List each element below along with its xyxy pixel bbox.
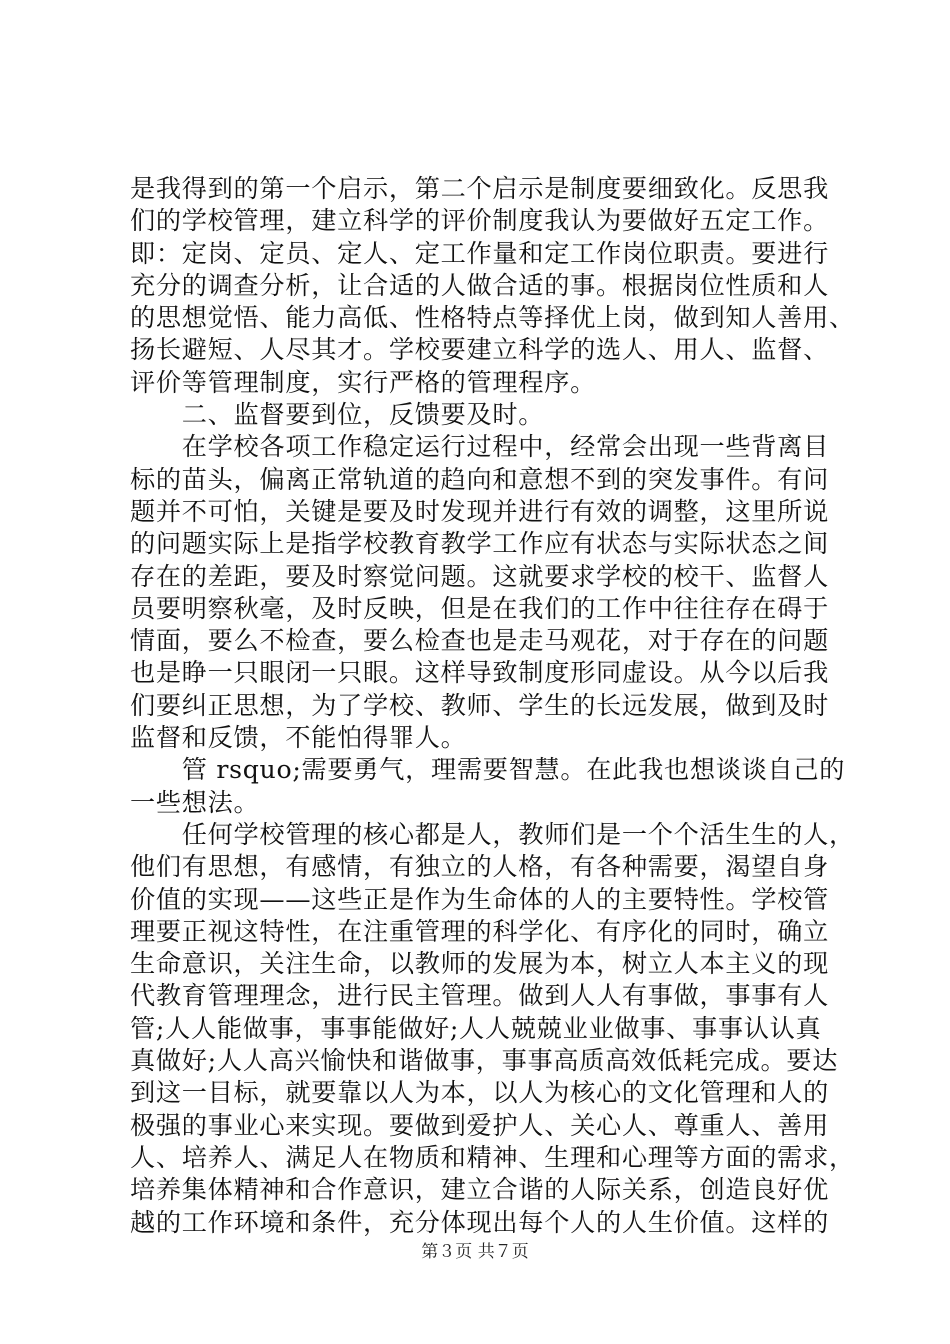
text-line: 任何学校管理的核心都是人，教师们是一个个活生生的人， <box>130 819 855 849</box>
text-line: 到这一目标，就要靠以人为本，以人为核心的文化管理和人的 <box>130 1078 829 1108</box>
text-line: 也是睁一只眼闭一只眼。这样导致制度形同虚设。从今以后我 <box>130 658 829 688</box>
text-line: 题并不可怕，关键是要及时发现并进行有效的调整，这里所说 <box>130 496 829 526</box>
text-line: 管;人人能做事，事事能做好;人人兢兢业业做事、事事认认真 <box>130 1013 822 1043</box>
text-line: 管 rsquo;需要勇气，理需要智慧。在此我也想谈谈自己的 <box>130 755 846 785</box>
text-line: 评价等管理制度，实行严格的管理程序。 <box>130 367 596 397</box>
page-number-footer: 第３页 共７页 <box>421 1242 529 1262</box>
text-line: 生命意识，关注生命，以教师的发展为本，树立人本主义的现 <box>130 949 829 979</box>
text-line: 真做好;人人高兴愉快和谐做事，事事高质高效低耗完成。要达 <box>130 1046 839 1076</box>
text-line: 培养集体精神和合作意识，建立合谐的人际关系，创造良好优 <box>130 1175 829 1205</box>
text-line: 即：定岗、定员、定人、定工作量和定工作岗位职责。要进行 <box>130 238 829 268</box>
text-line: 极强的事业心来实现。要做到爱护人、关心人、尊重人、善用 <box>130 1110 829 1140</box>
text-line: 标的苗头，偏离正常轨道的趋向和意想不到的突发事件。有问 <box>130 464 829 494</box>
text-line: 他们有思想，有感情，有独立的人格，有各种需要，渴望自身 <box>130 852 829 882</box>
text-line: 价值的实现——这些正是作为生命体的人的主要特性。学校管 <box>130 884 829 914</box>
text-line: 们要纠正思想，为了学校、教师、学生的长远发展，做到及时 <box>130 690 829 720</box>
text-line: 代教育管理理念，进行民主管理。做到人人有事做，事事有人 <box>130 981 829 1011</box>
text-line: 情面，要么不检查，要么检查也是走马观花，对于存在的问题 <box>130 626 829 656</box>
text-line: 监督和反馈，不能怕得罪人。 <box>130 723 467 753</box>
text-line: 们的学校管理，建立科学的评价制度我认为要做好五定工作。 <box>130 206 829 236</box>
text-line: 的思想觉悟、能力高低、性格特点等择优上岗，做到知人善用、 <box>130 303 855 333</box>
text-line: 充分的调查分析，让合适的人做合适的事。根据岗位性质和人 <box>130 270 829 300</box>
text-line: 员要明察秋毫，及时反映，但是在我们的工作中往往存在碍于 <box>130 593 829 623</box>
text-line: 越的工作环境和条件，充分体现出每个人的人生价值。这样的 <box>130 1207 829 1237</box>
text-line: 存在的差距，要及时察觉问题。这就要求学校的校干、监督人 <box>130 561 829 591</box>
text-line: 扬长避短、人尽其才。学校要建立科学的选人、用人、监督、 <box>130 335 829 365</box>
text-line: 在学校各项工作稳定运行过程中，经常会出现一些背离目 <box>130 432 829 462</box>
section-heading: 二、监督要到位，反馈要及时。 <box>130 400 545 430</box>
text-line: 是我得到的第一个启示，第二个启示是制度要细致化。反思我 <box>130 174 829 203</box>
text-line: 的问题实际上是指学校教育教学工作应有状态与实际状态之间 <box>130 529 829 559</box>
text-line: 一些想法。 <box>130 787 260 817</box>
document-body <box>130 173 855 1239</box>
text-line: 理要正视这特性，在注重管理的科学化、有序化的同时，确立 <box>130 916 829 946</box>
text-line: 人、培养人、满足人在物质和精神、生理和心理等方面的需求， <box>130 1142 855 1172</box>
